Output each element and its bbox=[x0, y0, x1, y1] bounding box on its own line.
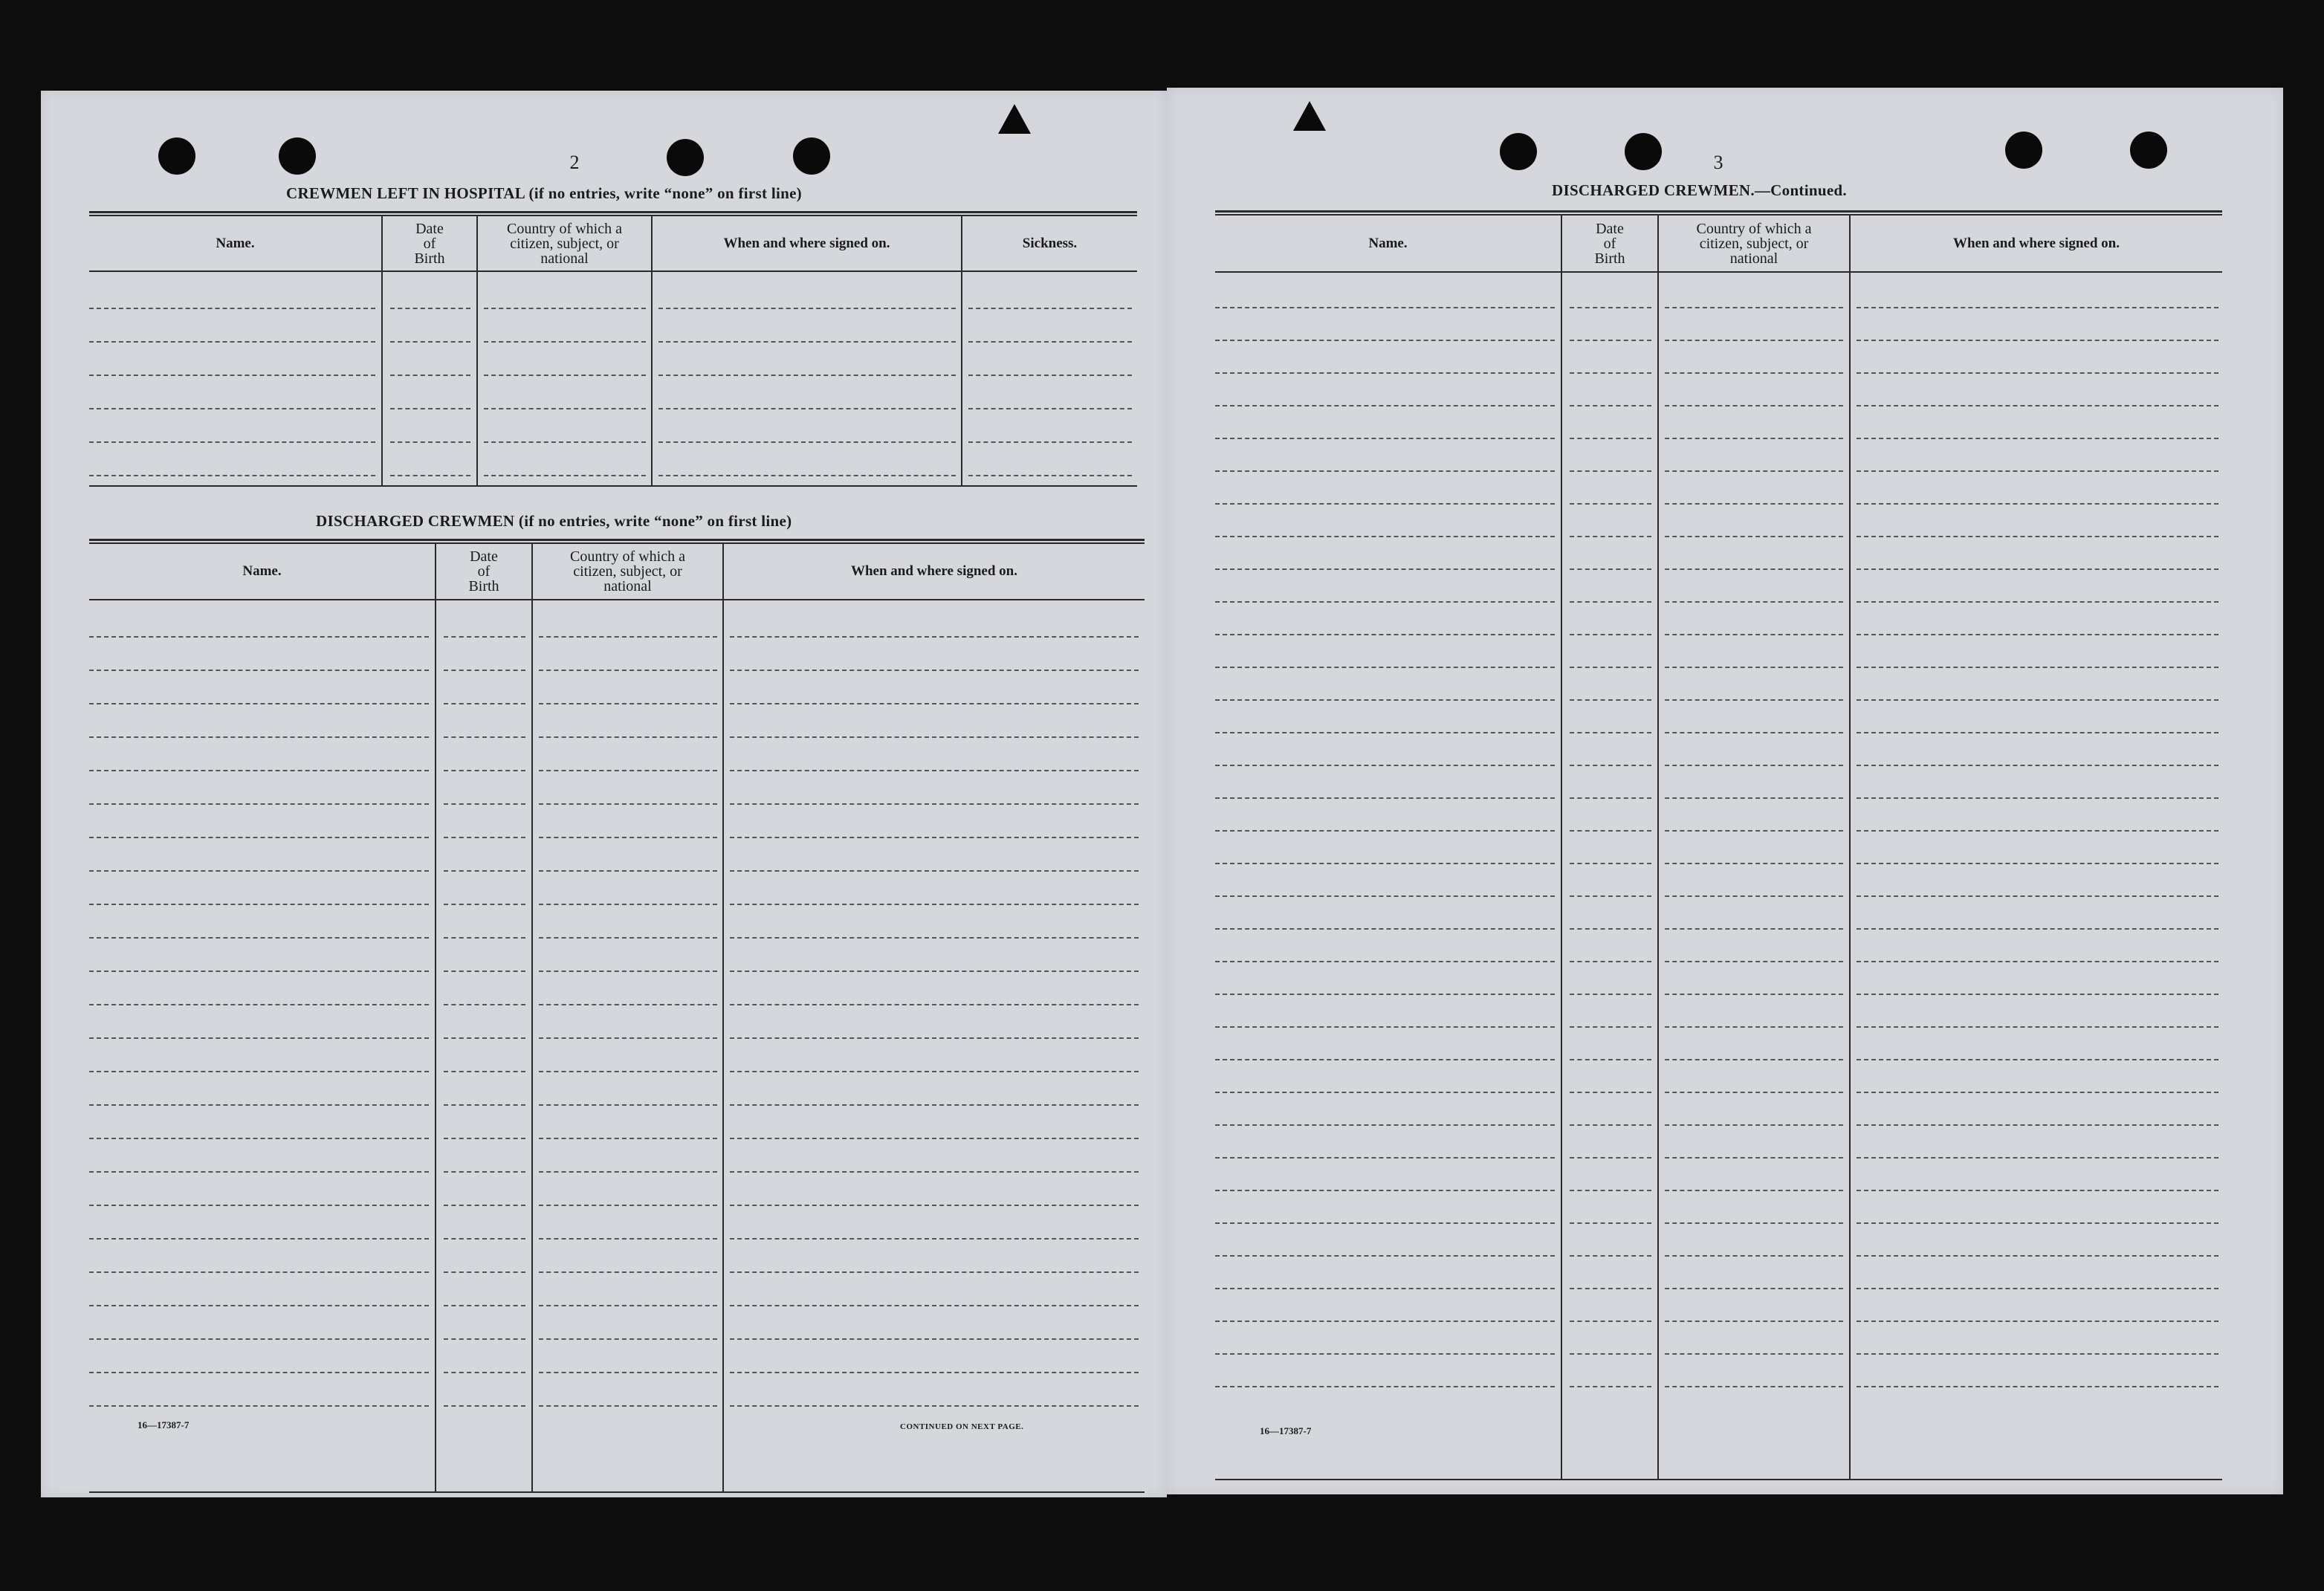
entry-line bbox=[539, 1037, 717, 1039]
entry-line bbox=[1215, 961, 1555, 962]
entry-line bbox=[444, 703, 525, 704]
entry-line bbox=[1857, 372, 2218, 374]
entry-line bbox=[89, 375, 375, 376]
entry-line bbox=[484, 308, 646, 309]
entry-line bbox=[539, 736, 717, 738]
entry-line bbox=[1857, 699, 2218, 701]
entry-line bbox=[1665, 438, 1843, 439]
entry-line bbox=[539, 670, 717, 671]
entry-line bbox=[539, 1338, 717, 1340]
entry-line bbox=[1857, 765, 2218, 766]
entry-line bbox=[539, 1171, 717, 1173]
entry-line bbox=[484, 375, 646, 376]
entry-line bbox=[539, 770, 717, 771]
col-header-dob: Date of Birth bbox=[468, 548, 499, 594]
entry-line bbox=[1857, 1190, 2218, 1191]
entry-line bbox=[1665, 765, 1843, 766]
entry-line bbox=[1665, 1255, 1843, 1257]
entry-line bbox=[444, 1004, 525, 1005]
entry-line bbox=[1570, 1190, 1651, 1191]
entry-line bbox=[1215, 667, 1555, 668]
entry-line bbox=[1570, 1157, 1651, 1159]
entry-line bbox=[89, 341, 375, 343]
entry-line bbox=[539, 870, 717, 872]
entry-line bbox=[1857, 470, 2218, 472]
entry-line bbox=[444, 971, 525, 972]
entry-line bbox=[730, 670, 1139, 671]
entry-line bbox=[1570, 405, 1651, 406]
col-header-when-where: When and where signed on. bbox=[850, 563, 1017, 579]
entry-line bbox=[1570, 438, 1651, 439]
entry-line bbox=[730, 703, 1139, 704]
entry-line bbox=[730, 1104, 1139, 1106]
entry-line bbox=[1215, 601, 1555, 603]
col-header-name: Name. bbox=[216, 235, 255, 251]
punch-hole bbox=[1625, 133, 1662, 170]
entry-line bbox=[1570, 961, 1651, 962]
entry-line bbox=[1215, 372, 1555, 374]
entry-line bbox=[390, 375, 470, 376]
entry-line bbox=[1857, 1026, 2218, 1028]
entry-line bbox=[1665, 732, 1843, 733]
punch-hole bbox=[158, 137, 195, 175]
entry-line bbox=[89, 408, 375, 409]
entry-line bbox=[1857, 732, 2218, 733]
entry-line bbox=[1570, 1059, 1651, 1060]
entry-line bbox=[539, 803, 717, 805]
entry-line bbox=[484, 441, 646, 443]
entry-line bbox=[1215, 830, 1555, 832]
entry-line bbox=[1857, 895, 2218, 897]
entry-line bbox=[539, 1138, 717, 1139]
form-number: 16—17387-7 bbox=[137, 1419, 190, 1430]
entry-line bbox=[1857, 1386, 2218, 1387]
entry-line bbox=[1570, 1222, 1651, 1224]
col-header-when-where: When and where signed on. bbox=[723, 235, 890, 251]
entry-line bbox=[1857, 340, 2218, 341]
entry-line bbox=[390, 475, 470, 476]
entry-line bbox=[539, 937, 717, 939]
entry-line bbox=[1570, 1353, 1651, 1355]
entry-line bbox=[730, 1037, 1139, 1039]
entry-line bbox=[1215, 1222, 1555, 1224]
col-header-country: Country of which a citizen, subject, or national bbox=[507, 220, 622, 267]
entry-line bbox=[1570, 1026, 1651, 1028]
entry-line bbox=[89, 1372, 429, 1373]
entry-line bbox=[1665, 634, 1843, 635]
entry-line bbox=[444, 1205, 525, 1206]
entry-line bbox=[1570, 895, 1651, 897]
entry-line bbox=[1665, 667, 1843, 668]
right-page bbox=[1167, 88, 2283, 1494]
punch-hole bbox=[1500, 133, 1537, 170]
entry-line bbox=[1665, 601, 1843, 603]
col-header-country: Country of which a citizen, subject, or national bbox=[1696, 220, 1812, 267]
entry-line bbox=[1570, 601, 1651, 603]
entry-line bbox=[730, 770, 1139, 771]
entry-line bbox=[89, 937, 429, 939]
entry-line bbox=[1857, 863, 2218, 864]
page-number: 2 bbox=[569, 152, 580, 173]
entry-line bbox=[539, 837, 717, 838]
entry-line bbox=[390, 341, 470, 343]
entry-line bbox=[1857, 405, 2218, 406]
entry-line bbox=[539, 1405, 717, 1407]
entry-line bbox=[89, 1271, 429, 1273]
entry-line bbox=[1570, 1321, 1651, 1322]
entry-line bbox=[1665, 1124, 1843, 1126]
entry-line bbox=[539, 1372, 717, 1373]
entry-line bbox=[1215, 1157, 1555, 1159]
entry-line bbox=[539, 1004, 717, 1005]
entry-line bbox=[1215, 568, 1555, 570]
entry-line bbox=[1570, 797, 1651, 799]
entry-line bbox=[1215, 797, 1555, 799]
entry-line bbox=[89, 870, 429, 872]
entry-line bbox=[658, 441, 956, 443]
entry-line bbox=[658, 375, 956, 376]
punch-hole bbox=[793, 137, 830, 175]
entry-line bbox=[539, 703, 717, 704]
entry-line bbox=[1215, 1353, 1555, 1355]
entry-line bbox=[444, 1338, 525, 1340]
entry-line bbox=[1215, 634, 1555, 635]
col-header-when-where: When and where signed on. bbox=[1952, 235, 2120, 251]
entry-line bbox=[1215, 1059, 1555, 1060]
entry-line bbox=[658, 341, 956, 343]
entry-line bbox=[1215, 470, 1555, 472]
entry-line bbox=[444, 1305, 525, 1306]
entry-line bbox=[1570, 765, 1651, 766]
entry-line bbox=[968, 308, 1132, 309]
entry-line bbox=[1857, 634, 2218, 635]
entry-line bbox=[730, 837, 1139, 838]
entry-line bbox=[89, 971, 429, 972]
entry-line bbox=[390, 308, 470, 309]
entry-line bbox=[1570, 536, 1651, 537]
entry-line bbox=[730, 1271, 1139, 1273]
entry-line bbox=[89, 770, 429, 771]
entry-line bbox=[1857, 1157, 2218, 1159]
entry-line bbox=[89, 1071, 429, 1072]
entry-line bbox=[1665, 536, 1843, 537]
entry-line bbox=[444, 1238, 525, 1240]
punch-hole bbox=[279, 137, 316, 175]
col-header-dob: Date of Birth bbox=[1594, 220, 1625, 267]
entry-line bbox=[444, 1405, 525, 1407]
discharged-continued-table bbox=[1215, 210, 2222, 1481]
entry-line bbox=[539, 1104, 717, 1106]
entry-line bbox=[89, 1238, 429, 1240]
entry-line bbox=[444, 770, 525, 771]
entry-line bbox=[484, 408, 646, 409]
entry-line bbox=[484, 341, 646, 343]
entry-line bbox=[1857, 928, 2218, 930]
entry-line bbox=[1665, 1288, 1843, 1289]
entry-line bbox=[89, 1004, 429, 1005]
entry-line bbox=[1570, 1288, 1651, 1289]
entry-line bbox=[1665, 568, 1843, 570]
entry-line bbox=[730, 1071, 1139, 1072]
entry-line bbox=[1857, 961, 2218, 962]
entry-line bbox=[1665, 994, 1843, 995]
entry-line bbox=[1857, 1092, 2218, 1093]
entry-line bbox=[1570, 372, 1651, 374]
entry-line bbox=[1215, 765, 1555, 766]
entry-line bbox=[444, 837, 525, 838]
entry-line bbox=[1857, 797, 2218, 799]
entry-line bbox=[1570, 307, 1651, 308]
entry-line bbox=[1215, 307, 1555, 308]
entry-line bbox=[1665, 1222, 1843, 1224]
entry-line bbox=[539, 1205, 717, 1206]
entry-line bbox=[89, 1171, 429, 1173]
entry-line bbox=[1665, 340, 1843, 341]
entry-line bbox=[444, 803, 525, 805]
entry-line bbox=[1215, 863, 1555, 864]
entry-line bbox=[968, 475, 1132, 476]
entry-line bbox=[1665, 1059, 1843, 1060]
entry-line bbox=[1215, 732, 1555, 733]
entry-line bbox=[89, 1305, 429, 1306]
punch-hole bbox=[667, 139, 704, 176]
entry-line bbox=[1665, 1321, 1843, 1322]
entry-line bbox=[730, 1372, 1139, 1373]
entry-line bbox=[1665, 863, 1843, 864]
entry-line bbox=[1570, 1092, 1651, 1093]
entry-line bbox=[1570, 994, 1651, 995]
entry-line bbox=[730, 1405, 1139, 1407]
col-header-name: Name. bbox=[242, 563, 282, 579]
entry-line bbox=[1570, 1386, 1651, 1387]
entry-line bbox=[89, 1205, 429, 1206]
form-number: 16—17387-7 bbox=[1260, 1425, 1312, 1436]
entry-line bbox=[1857, 1321, 2218, 1322]
entry-line bbox=[1215, 928, 1555, 930]
entry-line bbox=[1665, 830, 1843, 832]
entry-line bbox=[539, 636, 717, 638]
entry-line bbox=[444, 736, 525, 738]
col-header-country: Country of which a citizen, subject, or national bbox=[570, 548, 685, 594]
punch-hole bbox=[2005, 132, 2042, 169]
entry-line bbox=[730, 1171, 1139, 1173]
entry-line bbox=[730, 803, 1139, 805]
entry-line bbox=[444, 670, 525, 671]
entry-line bbox=[1665, 470, 1843, 472]
entry-line bbox=[1570, 699, 1651, 701]
entry-line bbox=[1665, 405, 1843, 406]
hospital-table bbox=[89, 211, 1137, 487]
entry-line bbox=[1665, 1092, 1843, 1093]
entry-line bbox=[730, 1004, 1139, 1005]
entry-line bbox=[89, 308, 375, 309]
page-number: 3 bbox=[1713, 152, 1723, 173]
entry-line bbox=[89, 670, 429, 671]
entry-line bbox=[730, 636, 1139, 638]
entry-line bbox=[1857, 536, 2218, 537]
col-header-name: Name. bbox=[1368, 235, 1408, 251]
discharged-table bbox=[89, 539, 1145, 1494]
entry-line bbox=[1215, 1026, 1555, 1028]
entry-line bbox=[1215, 536, 1555, 537]
entry-line bbox=[390, 408, 470, 409]
entry-line bbox=[444, 870, 525, 872]
binding-notch bbox=[1293, 101, 1326, 131]
entry-line bbox=[89, 1405, 429, 1407]
entry-line bbox=[1570, 667, 1651, 668]
entry-line bbox=[730, 1238, 1139, 1240]
entry-line bbox=[1215, 1190, 1555, 1191]
entry-line bbox=[1665, 1157, 1843, 1159]
entry-line bbox=[444, 1372, 525, 1373]
entry-line bbox=[444, 904, 525, 905]
entry-line bbox=[89, 1138, 429, 1139]
discharged-section-title: DISCHARGED CREWMEN (if no entries, write “none” on first line) bbox=[316, 512, 792, 530]
entry-line bbox=[730, 1338, 1139, 1340]
entry-line bbox=[539, 904, 717, 905]
entry-line bbox=[968, 408, 1132, 409]
entry-line bbox=[730, 971, 1139, 972]
entry-line bbox=[730, 1138, 1139, 1139]
discharged-continued-title: DISCHARGED CREWMEN.—Continued. bbox=[1552, 181, 1847, 199]
entry-line bbox=[1570, 503, 1651, 505]
entry-line bbox=[1570, 470, 1651, 472]
continued-note: CONTINUED ON NEXT PAGE. bbox=[900, 1422, 1024, 1431]
entry-line bbox=[444, 1271, 525, 1273]
entry-line bbox=[1215, 503, 1555, 505]
entry-line bbox=[1570, 732, 1651, 733]
entry-line bbox=[1215, 699, 1555, 701]
entry-line bbox=[1665, 895, 1843, 897]
entry-line bbox=[1665, 1386, 1843, 1387]
entry-line bbox=[444, 1104, 525, 1106]
entry-line bbox=[1857, 1255, 2218, 1257]
entry-line bbox=[1857, 1353, 2218, 1355]
entry-line bbox=[539, 1271, 717, 1273]
entry-line bbox=[1215, 1124, 1555, 1126]
entry-line bbox=[1665, 1190, 1843, 1191]
entry-line bbox=[444, 1071, 525, 1072]
entry-line bbox=[89, 904, 429, 905]
entry-line bbox=[1215, 1288, 1555, 1289]
left-page bbox=[41, 91, 1167, 1497]
entry-line bbox=[1215, 994, 1555, 995]
entry-line bbox=[444, 636, 525, 638]
entry-line bbox=[1857, 503, 2218, 505]
entry-line bbox=[1570, 340, 1651, 341]
entry-line bbox=[730, 904, 1139, 905]
entry-line bbox=[1665, 961, 1843, 962]
entry-line bbox=[89, 475, 375, 476]
col-header-dob: Date of Birth bbox=[414, 220, 445, 267]
entry-line bbox=[658, 475, 956, 476]
entry-line bbox=[390, 441, 470, 443]
entry-line bbox=[1570, 568, 1651, 570]
entry-line bbox=[1215, 1255, 1555, 1257]
entry-line bbox=[89, 736, 429, 738]
entry-line bbox=[1665, 699, 1843, 701]
entry-line bbox=[1570, 928, 1651, 930]
entry-line bbox=[89, 1104, 429, 1106]
entry-line bbox=[539, 971, 717, 972]
entry-line bbox=[1857, 568, 2218, 570]
entry-line bbox=[1215, 340, 1555, 341]
entry-line bbox=[1570, 1255, 1651, 1257]
entry-line bbox=[444, 1171, 525, 1173]
entry-line bbox=[730, 870, 1139, 872]
entry-line bbox=[730, 1205, 1139, 1206]
entry-line bbox=[89, 703, 429, 704]
entry-line bbox=[1857, 1124, 2218, 1126]
entry-line bbox=[1215, 438, 1555, 439]
entry-line bbox=[1857, 438, 2218, 439]
entry-line bbox=[1570, 634, 1651, 635]
entry-line bbox=[89, 441, 375, 443]
entry-line bbox=[1857, 1288, 2218, 1289]
entry-line bbox=[730, 736, 1139, 738]
entry-line bbox=[89, 803, 429, 805]
entry-line bbox=[1215, 405, 1555, 406]
entry-line bbox=[89, 1037, 429, 1039]
entry-line bbox=[968, 375, 1132, 376]
entry-line bbox=[1665, 307, 1843, 308]
entry-line bbox=[539, 1071, 717, 1072]
entry-line bbox=[1215, 1386, 1555, 1387]
entry-line bbox=[1665, 1026, 1843, 1028]
entry-line bbox=[1857, 667, 2218, 668]
entry-line bbox=[1665, 1353, 1843, 1355]
entry-line bbox=[444, 937, 525, 939]
entry-line bbox=[658, 408, 956, 409]
entry-line bbox=[1570, 1124, 1651, 1126]
entry-line bbox=[539, 1238, 717, 1240]
entry-line bbox=[1570, 863, 1651, 864]
entry-line bbox=[1570, 830, 1651, 832]
col-header-sickness: Sickness. bbox=[1022, 235, 1078, 251]
entry-line bbox=[1665, 928, 1843, 930]
entry-line bbox=[1857, 994, 2218, 995]
entry-line bbox=[89, 1338, 429, 1340]
entry-line bbox=[89, 837, 429, 838]
entry-line bbox=[539, 1305, 717, 1306]
binding-notch bbox=[998, 104, 1031, 134]
entry-line bbox=[730, 1305, 1139, 1306]
entry-line bbox=[1857, 830, 2218, 832]
entry-line bbox=[1665, 503, 1843, 505]
entry-line bbox=[1857, 307, 2218, 308]
entry-line bbox=[444, 1138, 525, 1139]
entry-line bbox=[89, 636, 429, 638]
entry-line bbox=[444, 1037, 525, 1039]
entry-line bbox=[1215, 1321, 1555, 1322]
entry-line bbox=[968, 341, 1132, 343]
entry-line bbox=[1857, 1222, 2218, 1224]
entry-line bbox=[1215, 895, 1555, 897]
entry-line bbox=[1857, 1059, 2218, 1060]
entry-line bbox=[1857, 601, 2218, 603]
punch-hole bbox=[2130, 132, 2167, 169]
hospital-section-title: CREWMEN LEFT IN HOSPITAL (if no entries, write “none” on first line) bbox=[286, 184, 802, 202]
entry-line bbox=[730, 937, 1139, 939]
entry-line bbox=[968, 441, 1132, 443]
entry-line bbox=[1665, 797, 1843, 799]
entry-line bbox=[1665, 372, 1843, 374]
entry-line bbox=[1215, 1092, 1555, 1093]
entry-line bbox=[484, 475, 646, 476]
entry-line bbox=[658, 308, 956, 309]
